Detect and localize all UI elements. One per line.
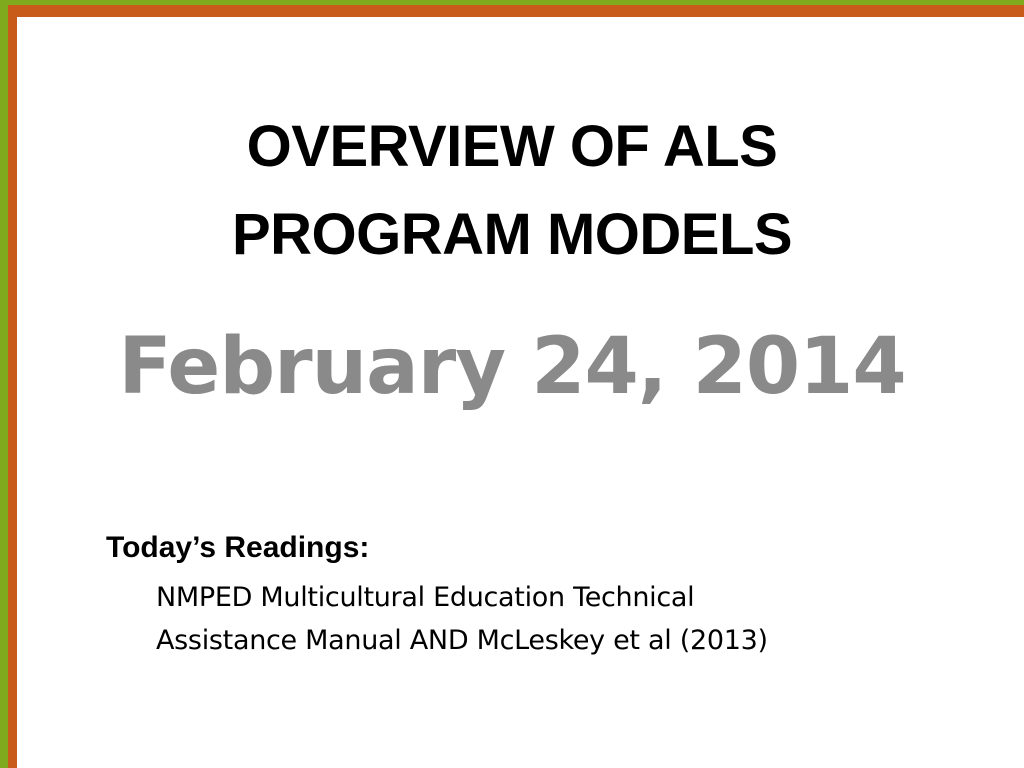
readings-line-2: Assistance Manual AND McLeskey et al (2013): [156, 625, 768, 656]
readings-body: [156, 576, 976, 662]
slide-title-line-2: PROGRAM MODELS: [231, 202, 793, 267]
slide-date: February 24, 2014: [118, 322, 906, 412]
slide-title: [0, 103, 1024, 279]
readings-heading: Today’s Readings:: [106, 531, 370, 564]
slide-title-line-1: OVERVIEW OF ALS: [246, 114, 778, 179]
readings-line-1: NMPED Multicultural Education Technical: [156, 582, 695, 613]
